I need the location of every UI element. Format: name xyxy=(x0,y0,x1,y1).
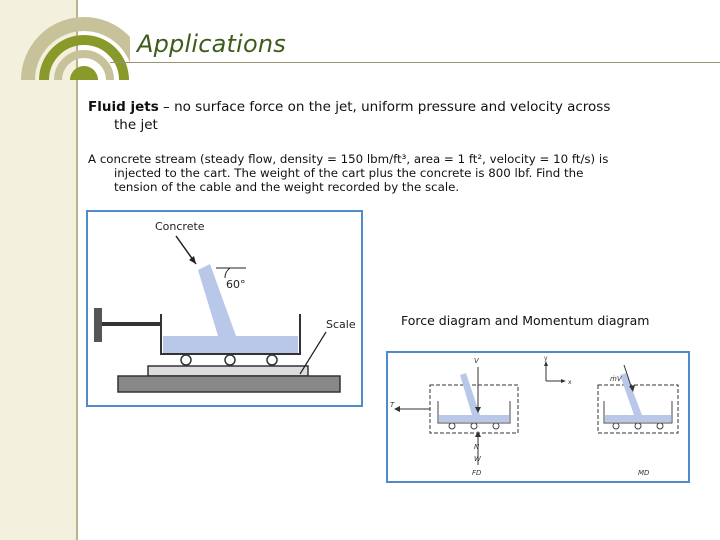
sidebar-band xyxy=(0,0,76,540)
md-wheel-icon xyxy=(657,423,663,429)
axis-y-label: y xyxy=(544,355,548,362)
fd-label-t: T xyxy=(390,401,395,409)
fd-normal-arrowhead xyxy=(475,431,481,437)
fd-wheel-icon xyxy=(493,423,499,429)
concrete-arrowhead xyxy=(189,256,196,264)
md-liquid xyxy=(605,415,671,422)
fd-wheel-icon xyxy=(449,423,455,429)
scale-base xyxy=(118,376,340,392)
paragraph-problem xyxy=(88,152,688,194)
md-wheel-icon xyxy=(613,423,619,429)
axis-x-label: x xyxy=(568,379,572,386)
slide-title: Applications xyxy=(137,30,287,58)
md-label: MD xyxy=(638,469,650,477)
sidebar-divider xyxy=(76,0,78,540)
wall-icon xyxy=(94,308,102,342)
md-label-mv: ṁV xyxy=(610,375,622,383)
wheel-icon xyxy=(267,355,277,365)
wheel-icon xyxy=(181,355,191,365)
force-momentum-figure xyxy=(386,351,690,483)
fluid-jets-text-cont: the jet xyxy=(114,117,158,133)
arc-logo-icon xyxy=(0,0,130,80)
fd-wheel-icon xyxy=(471,423,477,429)
md-wheel-icon xyxy=(635,423,641,429)
problem-line-2: injected to the cart. The weight of the cart plus the concrete is 800 lbf. Find the xyxy=(114,166,584,180)
fd-label-w: W xyxy=(474,455,481,463)
concrete-in-cart xyxy=(163,336,298,353)
diagram-caption: Force diagram and Momentum diagram xyxy=(401,313,650,328)
paragraph-fluid-jets xyxy=(88,98,688,134)
problem-line-3: tension of the cable and the weight recorded by the scale. xyxy=(114,180,460,194)
fluid-jets-heading: Fluid jets xyxy=(88,99,159,115)
label-angle: 60° xyxy=(226,278,246,291)
wheel-icon xyxy=(225,355,235,365)
problem-line-1: A concrete stream (steady flow, density = 150 lbm/ft³, area = 1 ft², velocity = 10 ft/s) is xyxy=(88,152,609,166)
fd-label-n: N xyxy=(474,443,480,451)
label-scale: Scale xyxy=(326,318,356,331)
header-rule xyxy=(110,62,720,63)
label-concrete: Concrete xyxy=(155,220,205,233)
md-jet xyxy=(620,373,642,415)
fd-tension-arrowhead xyxy=(394,406,400,412)
concrete-jet xyxy=(198,264,236,336)
axis-x-arrowhead xyxy=(561,379,566,383)
scale-plate xyxy=(148,366,308,376)
scale-pointer xyxy=(300,332,326,374)
fd-label-v: V xyxy=(474,357,479,365)
fluid-jets-text: – no surface force on the jet, uniform pressure and velocity across xyxy=(158,99,611,115)
cart-figure xyxy=(86,210,363,407)
angle-arc xyxy=(225,268,230,278)
fd-label: FD xyxy=(472,469,482,477)
fd-liquid xyxy=(439,415,509,422)
